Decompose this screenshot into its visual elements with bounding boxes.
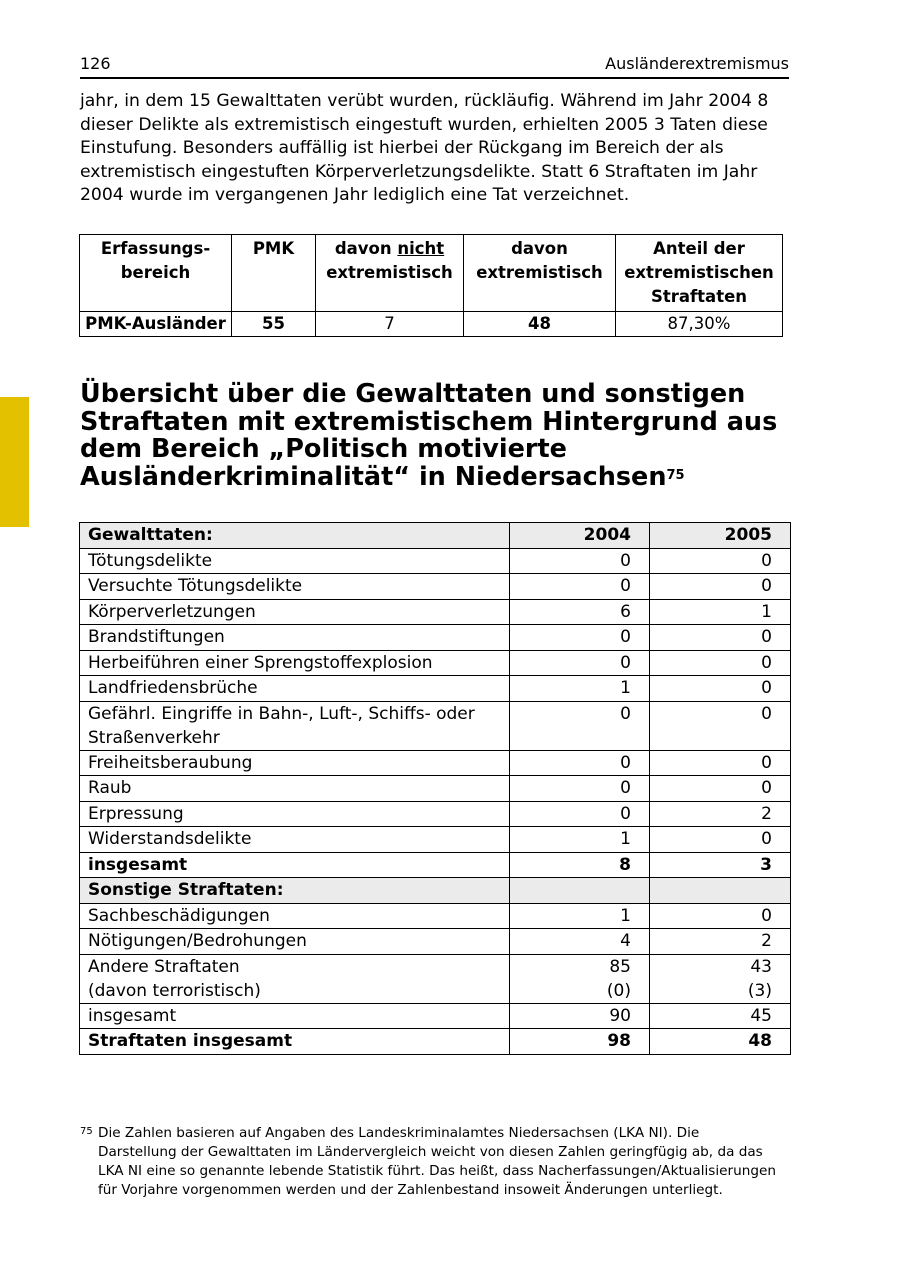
table-row: Gefährl. Eingriffe in Bahn-, Luft-, Schiffs- oder Straßenverkehr 0 0 [80,701,791,750]
header-area: Erfassungs- bereich [80,235,232,312]
footnote-text: Die Zahlen basieren auf Angaben des Landeskriminalamtes Niedersachsen (LKA NI). Die Darstellung der Gewalttaten im Ländervergleich weicht von diesen Zahlen geringfügig ab, da das LKA NI eine so genannte lebende Statistik führt. Das heißt, dass Nacherfassungen/Aktualisierungen für Vorjahre vorgenommen werden und der Zahlenbestand insoweit Änderungen unterliegt. [98,1125,776,1198]
table-row: Tötungsdelikte 0 0 [80,548,791,574]
intro-paragraph: jahr, in dem 15 Gewalttaten verübt wurden, rückläufig. Während im Jahr 2004 8 dieser Delikte als extremistisch eingestuft wurden, erhielten 2005 3 Taten diese Einstufung. Besonders auffällig ist hierbei der Rückgang im Bereich der als extremistisch eingestuften Körperverletzungsdelikte. Statt 6 Straftaten im Jahr 2004 wurde im vergangenen Jahr lediglich eine Tat verzeichnet. [80,91,769,205]
footnote-mark: 75 [80,1126,93,1137]
other-crimes-row: Andere Straftaten (davon terroristisch) 85 (0) 43 (3) [80,954,791,1003]
summary-header-row [80,235,783,312]
other-crimes-header-row: Sonstige Straftaten: [80,878,791,904]
table-row: Nötigungen/Bedrohungen 4 2 [80,929,791,955]
violent-total-row: insgesamt 8 3 [80,852,791,878]
table-row: Landfriedensbrüche 1 0 [80,676,791,702]
header-extremist: davon extremistisch [464,235,616,312]
crime-statistics-table [79,522,791,1055]
cell-not-extremist: 7 [316,312,464,337]
summary-data-row [80,312,783,337]
chapter-color-tab [0,397,29,527]
page-number: 126 [80,54,111,73]
section-heading: Übersicht über die Gewalttaten und sonstigen Straftaten mit extremistischem Hintergrund aus dem Bereich „Politisch motivierte Ausländerkriminalität“ in Niedersachsen$^{75}$ [80,379,778,492]
table-row: Herbeiführen einer Sprengstoffexplosion 0 0 [80,650,791,676]
other-total-row: insgesamt 90 45 [80,1003,791,1029]
table-row: Raub 0 0 [80,776,791,802]
table-row: Versuchte Tötungsdelikte 0 0 [80,574,791,600]
footnote [80,1124,780,1200]
table-row: Freiheitsberaubung 0 0 [80,750,791,776]
header-not-extremist: davon nicht extremistisch [316,235,464,312]
table-header-row: Gewalttaten: 2004 2005 [80,523,791,549]
table-row: Sachbeschädigungen 1 0 [80,903,791,929]
table-row: Brandstiftungen 0 0 [80,625,791,651]
header-pmk: PMK [232,235,316,312]
header-share: Anteil der extremistischen Straftaten [616,235,783,312]
page-header [80,53,789,79]
grand-total-row: Straftaten insgesamt 98 48 [80,1029,791,1055]
footnote-ref: 75 [666,467,685,483]
table-row: Erpressung 0 2 [80,801,791,827]
table-row: Körperverletzungen 6 1 [80,599,791,625]
cell-pmk: 55 [232,312,316,337]
table-row: Widerstandsdelikte 1 0 [80,827,791,853]
cell-area: PMK-Ausländer [80,312,232,337]
section-title: Ausländerextremismus [605,54,789,73]
summary-table [79,234,783,337]
cell-extremist: 48 [464,312,616,337]
cell-share: 87,30% [616,312,783,337]
